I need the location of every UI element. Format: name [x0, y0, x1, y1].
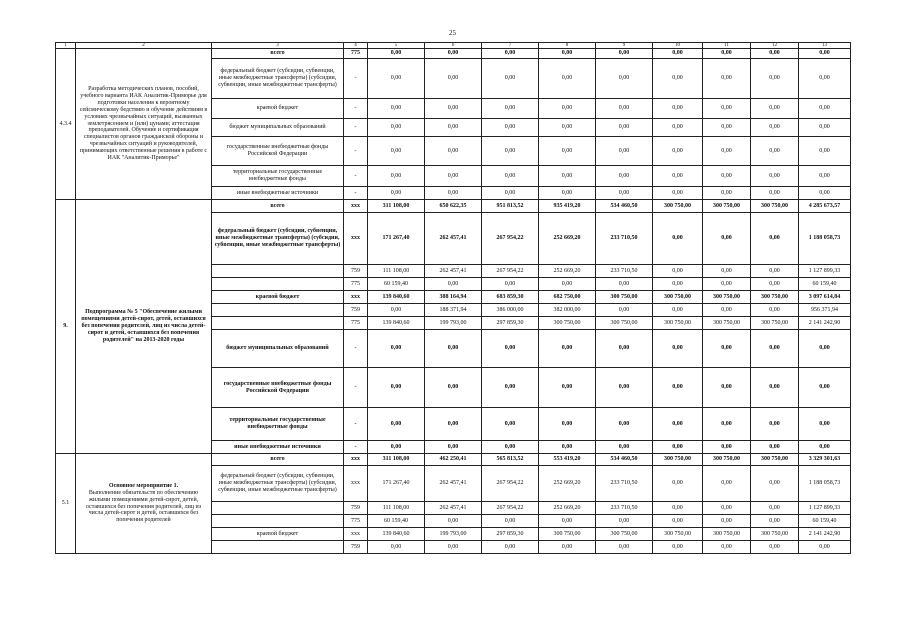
amount-cell: 0,00: [799, 408, 851, 441]
funding-source: краевой бюджет: [212, 528, 344, 541]
budget-code: -: [344, 59, 368, 99]
amount-cell: 0,00: [703, 330, 751, 368]
amount-cell: 0,00: [596, 304, 653, 317]
funding-source: иные внебюджетные источники: [212, 441, 344, 454]
amount-cell: 0,00: [751, 278, 799, 291]
amount-cell: 0,00: [751, 265, 799, 278]
amount-cell: 300 750,00: [653, 291, 703, 304]
amount-cell: 0,00: [539, 59, 596, 99]
amount-cell: 0,00: [703, 187, 751, 200]
budget-code: ххх: [344, 528, 368, 541]
amount-cell: 300 750,00: [653, 317, 703, 330]
amount-cell: 0,00: [368, 541, 425, 554]
amount-cell: 300 750,00: [596, 291, 653, 304]
amount-cell: 0,00: [703, 408, 751, 441]
amount-cell: 300 750,00: [751, 291, 799, 304]
page-number: 25: [449, 29, 456, 37]
amount-cell: 0,00: [539, 330, 596, 368]
amount-cell: 0,00: [703, 119, 751, 137]
amount-cell: 534 460,50: [596, 200, 653, 213]
amount-cell: 0,00: [368, 166, 425, 187]
amount-cell: 0,00: [653, 408, 703, 441]
amount-cell: 0,00: [596, 59, 653, 99]
budget-code: -: [344, 441, 368, 454]
amount-cell: 0,00: [368, 99, 425, 119]
amount-cell: 0,00: [751, 541, 799, 554]
amount-cell: 233 710,50: [596, 502, 653, 515]
amount-cell: 267 954,22: [482, 466, 539, 502]
amount-cell: 0,00: [368, 330, 425, 368]
amount-cell: 0,00: [368, 368, 425, 408]
amount-cell: 0,00: [539, 137, 596, 166]
amount-cell: 0,00: [539, 515, 596, 528]
amount-cell: 252 669,20: [539, 502, 596, 515]
amount-cell: 0,00: [653, 265, 703, 278]
budget-code: -: [344, 187, 368, 200]
amount-cell: 297 859,30: [482, 317, 539, 330]
amount-cell: 0,00: [799, 49, 851, 59]
funding-source: государственные внебюджетные фонды Российской Федерации: [212, 137, 344, 166]
amount-cell: 1 188 058,73: [799, 466, 851, 502]
amount-cell: 0,00: [482, 59, 539, 99]
amount-cell: 60 159,40: [799, 515, 851, 528]
amount-cell: 262 457,41: [425, 265, 482, 278]
amount-cell: 951 813,52: [482, 200, 539, 213]
amount-cell: 0,00: [368, 137, 425, 166]
amount-cell: 0,00: [425, 368, 482, 408]
amount-cell: 267 954,22: [482, 213, 539, 265]
item-number: 4.3.4: [56, 49, 76, 200]
amount-cell: 0,00: [751, 502, 799, 515]
funding-source: федеральный бюджет (субсидии, субвенции, иные межбюджетные трансферты) (субсидии, субвенции, иные межбюджетные трансферты): [212, 59, 344, 99]
amount-cell: 0,00: [751, 99, 799, 119]
item-title: Основное мероприятие 1.: [108, 482, 179, 489]
funding-source: федеральный бюджет (субсидии, субвенции, иные межбюджетные трансферты) (субсидии, субвенции, иные межбюджетные трансферты): [212, 213, 344, 265]
amount-cell: 311 108,00: [368, 454, 425, 466]
amount-cell: 0,00: [799, 137, 851, 166]
item-number: 9.: [56, 200, 76, 454]
amount-cell: 534 460,50: [596, 454, 653, 466]
funding-source: всего: [212, 49, 344, 59]
amount-cell: 0,00: [703, 515, 751, 528]
amount-cell: 300 750,00: [653, 200, 703, 213]
amount-cell: 262 457,41: [425, 502, 482, 515]
budget-code: 759: [344, 265, 368, 278]
amount-cell: 0,00: [653, 304, 703, 317]
amount-cell: 252 669,20: [539, 466, 596, 502]
amount-cell: 300 750,00: [596, 528, 653, 541]
amount-cell: 0,00: [482, 187, 539, 200]
funding-source: всего: [212, 200, 344, 213]
amount-cell: 0,00: [425, 166, 482, 187]
amount-cell: 4 285 673,57: [799, 200, 851, 213]
amount-cell: 0,00: [596, 166, 653, 187]
amount-cell: 2 141 242,90: [799, 528, 851, 541]
item-text: Выполнение обязательств по обеспечению жилыми помещениями детей-сирот, детей, оставшихся без попечения родителей, лиц из числа детей-сирот и детей, оставшихся без попечения родителей: [85, 489, 202, 524]
amount-cell: 650 622,35: [425, 200, 482, 213]
amount-cell: 297 859,30: [482, 528, 539, 541]
amount-cell: 171 267,40: [368, 466, 425, 502]
amount-cell: 0,00: [482, 515, 539, 528]
amount-cell: 0,00: [368, 59, 425, 99]
amount-cell: 0,00: [751, 304, 799, 317]
budget-code: -: [344, 330, 368, 368]
amount-cell: 0,00: [368, 441, 425, 454]
amount-cell: 683 859,30: [482, 291, 539, 304]
amount-cell: 267 954,22: [482, 265, 539, 278]
funding-source: бюджет муниципальных образований: [212, 330, 344, 368]
amount-cell: 262 457,41: [425, 466, 482, 502]
item-description: [76, 454, 212, 554]
amount-cell: 0,00: [751, 166, 799, 187]
amount-cell: 382 000,00: [539, 304, 596, 317]
budget-code: ххх: [344, 200, 368, 213]
amount-cell: 0,00: [751, 408, 799, 441]
amount-cell: 0,00: [482, 541, 539, 554]
amount-cell: 311 108,00: [368, 200, 425, 213]
amount-cell: 300 750,00: [596, 317, 653, 330]
amount-cell: 1 188 058,73: [799, 213, 851, 265]
amount-cell: 0,00: [751, 59, 799, 99]
amount-cell: 0,00: [703, 213, 751, 265]
amount-cell: 0,00: [425, 515, 482, 528]
amount-cell: 0,00: [539, 187, 596, 200]
table-row: [56, 454, 851, 466]
amount-cell: 386 000,00: [482, 304, 539, 317]
amount-cell: 3 097 614,84: [799, 291, 851, 304]
amount-cell: 60 159,40: [799, 278, 851, 291]
budget-code: -: [344, 119, 368, 137]
amount-cell: 3 329 301,63: [799, 454, 851, 466]
budget-code: -: [344, 166, 368, 187]
amount-cell: 0,00: [751, 49, 799, 59]
amount-cell: 0,00: [425, 137, 482, 166]
amount-cell: 0,00: [425, 49, 482, 59]
column-number-cell: 8: [539, 43, 596, 49]
budget-code: -: [344, 408, 368, 441]
funding-source: территориальные государственные внебюджетные фонды: [212, 408, 344, 441]
amount-cell: 0,00: [539, 119, 596, 137]
table-row: [56, 200, 851, 213]
table-row: [56, 49, 851, 59]
budget-code: ххх: [344, 213, 368, 265]
amount-cell: 0,00: [751, 441, 799, 454]
column-number-cell: 1: [56, 43, 76, 49]
amount-cell: 0,00: [539, 49, 596, 59]
amount-cell: 252 669,20: [539, 213, 596, 265]
amount-cell: 0,00: [653, 99, 703, 119]
amount-cell: 0,00: [751, 119, 799, 137]
amount-cell: 956 371,94: [799, 304, 851, 317]
amount-cell: 300 750,00: [751, 200, 799, 213]
amount-cell: 0,00: [425, 330, 482, 368]
amount-cell: 139 840,60: [368, 528, 425, 541]
amount-cell: 60 159,40: [368, 515, 425, 528]
amount-cell: 300 750,00: [703, 528, 751, 541]
amount-cell: 0,00: [799, 441, 851, 454]
amount-cell: 0,00: [751, 187, 799, 200]
budget-code: 759: [344, 502, 368, 515]
budget-code: 775: [344, 515, 368, 528]
amount-cell: 0,00: [425, 278, 482, 291]
item-description: Разработка методических планов, пособий, учебного варианта ИАК Аналитик-Приморье для подготовки населения к вероятному сейсмическому бедствию и обучение действиям в условиях чрезвычайных ситуаций, вызванных землетрясением и (или) цунами; аттестация преподавателей. Обучение и сертификация специалистов органов гражданской обороны и чрезвычайных ситуаций и руководителей, принимающих ответственные решения в работе с ИАК "Аналитик-Приморье": [76, 49, 212, 200]
amount-cell: 565 813,52: [482, 454, 539, 466]
amount-cell: 0,00: [703, 278, 751, 291]
amount-cell: 0,00: [703, 466, 751, 502]
amount-cell: 0,00: [425, 119, 482, 137]
amount-cell: 0,00: [425, 408, 482, 441]
amount-cell: 0,00: [653, 187, 703, 200]
amount-cell: 300 750,00: [703, 291, 751, 304]
amount-cell: 300 750,00: [751, 454, 799, 466]
amount-cell: 0,00: [482, 119, 539, 137]
column-number-cell: 3: [212, 43, 344, 49]
amount-cell: 0,00: [596, 49, 653, 59]
amount-cell: 553 419,20: [539, 454, 596, 466]
funding-source: территориальные государственные внебюджетные фонды: [212, 166, 344, 187]
amount-cell: 0,00: [368, 304, 425, 317]
amount-cell: 0,00: [482, 49, 539, 59]
amount-cell: 262 457,41: [425, 213, 482, 265]
budget-code: -: [344, 99, 368, 119]
amount-cell: 0,00: [799, 368, 851, 408]
amount-cell: 0,00: [425, 541, 482, 554]
amount-cell: 111 108,00: [368, 502, 425, 515]
amount-cell: 252 669,20: [539, 265, 596, 278]
amount-cell: 0,00: [653, 330, 703, 368]
amount-cell: 0,00: [703, 265, 751, 278]
amount-cell: 0,00: [653, 213, 703, 265]
amount-cell: 0,00: [425, 441, 482, 454]
amount-cell: 0,00: [596, 441, 653, 454]
amount-cell: 1 127 899,33: [799, 265, 851, 278]
amount-cell: 0,00: [653, 515, 703, 528]
amount-cell: 0,00: [751, 515, 799, 528]
amount-cell: 0,00: [596, 119, 653, 137]
funding-source: [212, 278, 344, 291]
amount-cell: 0,00: [596, 408, 653, 441]
item-description: Подпрограмма № 5 "Обеспечение жилыми помещениями детей-сирот, детей, оставшихся без попечения родителей, лиц из числа детей-сирот и детей, оставшихся без попечения родителей" на 2013-2020 годы: [76, 200, 212, 454]
amount-cell: 0,00: [482, 166, 539, 187]
amount-cell: 0,00: [368, 119, 425, 137]
funding-source: иные внебюджетные источники: [212, 187, 344, 200]
amount-cell: 0,00: [799, 59, 851, 99]
amount-cell: 188 371,94: [425, 304, 482, 317]
amount-cell: 0,00: [596, 368, 653, 408]
amount-cell: 0,00: [596, 137, 653, 166]
column-number-cell: 9: [596, 43, 653, 49]
amount-cell: 935 419,20: [539, 200, 596, 213]
amount-cell: 300 750,00: [751, 317, 799, 330]
amount-cell: 0,00: [425, 59, 482, 99]
budget-code: 775: [344, 278, 368, 291]
amount-cell: 0,00: [539, 408, 596, 441]
amount-cell: 60 159,40: [368, 278, 425, 291]
amount-cell: 0,00: [425, 99, 482, 119]
amount-cell: 0,00: [539, 278, 596, 291]
budget-code: -: [344, 137, 368, 166]
amount-cell: 199 793,00: [425, 317, 482, 330]
amount-cell: 233 710,50: [596, 466, 653, 502]
amount-cell: 300 750,00: [653, 528, 703, 541]
amount-cell: 0,00: [703, 137, 751, 166]
funding-source: [212, 265, 344, 278]
funding-source: краевой бюджет: [212, 99, 344, 119]
amount-cell: 0,00: [703, 166, 751, 187]
budget-code: ххх: [344, 291, 368, 304]
funding-source: [212, 515, 344, 528]
amount-cell: 0,00: [482, 278, 539, 291]
amount-cell: 0,00: [482, 330, 539, 368]
funding-source: всего: [212, 454, 344, 466]
amount-cell: 388 164,94: [425, 291, 482, 304]
amount-cell: 682 750,00: [539, 291, 596, 304]
amount-cell: 0,00: [751, 137, 799, 166]
budget-code: 775: [344, 317, 368, 330]
amount-cell: 0,00: [703, 59, 751, 99]
amount-cell: 0,00: [539, 166, 596, 187]
amount-cell: 0,00: [703, 541, 751, 554]
amount-cell: 300 750,00: [703, 317, 751, 330]
amount-cell: 0,00: [539, 368, 596, 408]
amount-cell: 0,00: [703, 99, 751, 119]
amount-cell: 233 710,50: [596, 213, 653, 265]
amount-cell: 171 267,40: [368, 213, 425, 265]
amount-cell: 0,00: [539, 99, 596, 119]
amount-cell: 0,00: [653, 278, 703, 291]
amount-cell: 1 127 899,33: [799, 502, 851, 515]
amount-cell: 0,00: [653, 441, 703, 454]
amount-cell: 0,00: [799, 166, 851, 187]
amount-cell: 0,00: [368, 408, 425, 441]
amount-cell: 111 108,00: [368, 265, 425, 278]
column-number-cell: 10: [653, 43, 703, 49]
budget-code: 759: [344, 304, 368, 317]
amount-cell: 0,00: [653, 49, 703, 59]
amount-cell: 0,00: [751, 368, 799, 408]
amount-cell: 300 750,00: [703, 200, 751, 213]
budget-code: -: [344, 368, 368, 408]
budget-table: [55, 42, 851, 554]
amount-cell: 0,00: [482, 99, 539, 119]
amount-cell: 0,00: [653, 119, 703, 137]
amount-cell: 0,00: [751, 330, 799, 368]
amount-cell: 0,00: [539, 541, 596, 554]
column-number-cell: 11: [703, 43, 751, 49]
funding-source: бюджет муниципальных образований: [212, 119, 344, 137]
amount-cell: 462 250,41: [425, 454, 482, 466]
amount-cell: 0,00: [799, 99, 851, 119]
funding-source: [212, 317, 344, 330]
funding-source: краевой бюджет: [212, 291, 344, 304]
amount-cell: 0,00: [368, 187, 425, 200]
amount-cell: 0,00: [799, 541, 851, 554]
amount-cell: 0,00: [653, 541, 703, 554]
amount-cell: 0,00: [482, 408, 539, 441]
column-number-cell: 6: [425, 43, 482, 49]
amount-cell: 0,00: [596, 330, 653, 368]
amount-cell: 139 840,60: [368, 317, 425, 330]
column-number-cell: 13: [799, 43, 851, 49]
amount-cell: 139 840,60: [368, 291, 425, 304]
amount-cell: 0,00: [539, 441, 596, 454]
column-number-cell: 5: [368, 43, 425, 49]
amount-cell: 0,00: [751, 213, 799, 265]
amount-cell: 0,00: [653, 166, 703, 187]
amount-cell: 2 141 242,90: [799, 317, 851, 330]
amount-cell: 0,00: [799, 187, 851, 200]
amount-cell: 267 954,22: [482, 502, 539, 515]
budget-code: ххх: [344, 454, 368, 466]
amount-cell: 0,00: [482, 137, 539, 166]
amount-cell: 0,00: [482, 368, 539, 408]
amount-cell: 0,00: [368, 49, 425, 59]
amount-cell: 0,00: [596, 515, 653, 528]
amount-cell: 300 750,00: [751, 528, 799, 541]
amount-cell: 233 710,50: [596, 265, 653, 278]
amount-cell: 300 750,00: [539, 317, 596, 330]
amount-cell: 0,00: [653, 502, 703, 515]
amount-cell: 0,00: [653, 59, 703, 99]
item-number: 5.1: [56, 454, 76, 554]
amount-cell: 0,00: [703, 502, 751, 515]
funding-source: [212, 541, 344, 554]
column-number-cell: 12: [751, 43, 799, 49]
funding-source: [212, 304, 344, 317]
amount-cell: 199 793,00: [425, 528, 482, 541]
amount-cell: 0,00: [482, 441, 539, 454]
budget-code: ххх: [344, 466, 368, 502]
amount-cell: 300 750,00: [653, 454, 703, 466]
amount-cell: 0,00: [596, 99, 653, 119]
amount-cell: 0,00: [596, 541, 653, 554]
column-number-cell: 4: [344, 43, 368, 49]
funding-source: государственные внебюджетные фонды Российской Федерации: [212, 368, 344, 408]
funding-source: федеральный бюджет (субсидии, субвенции, иные межбюджетные трансферты) (субсидии, субвенции, иные межбюджетные трансферты): [212, 466, 344, 502]
amount-cell: 0,00: [703, 441, 751, 454]
column-number-cell: 2: [76, 43, 212, 49]
funding-source: [212, 502, 344, 515]
amount-cell: 300 750,00: [539, 528, 596, 541]
column-number-cell: 7: [482, 43, 539, 49]
amount-cell: 0,00: [751, 466, 799, 502]
amount-cell: 0,00: [596, 278, 653, 291]
amount-cell: 0,00: [703, 304, 751, 317]
amount-cell: 0,00: [703, 368, 751, 408]
amount-cell: 0,00: [799, 119, 851, 137]
amount-cell: 0,00: [596, 187, 653, 200]
amount-cell: 0,00: [425, 187, 482, 200]
amount-cell: 300 750,00: [703, 454, 751, 466]
amount-cell: 0,00: [653, 137, 703, 166]
amount-cell: 0,00: [703, 49, 751, 59]
amount-cell: 0,00: [653, 368, 703, 408]
amount-cell: 0,00: [653, 466, 703, 502]
budget-code: 759: [344, 541, 368, 554]
budget-code: 775: [344, 49, 368, 59]
amount-cell: 0,00: [799, 330, 851, 368]
